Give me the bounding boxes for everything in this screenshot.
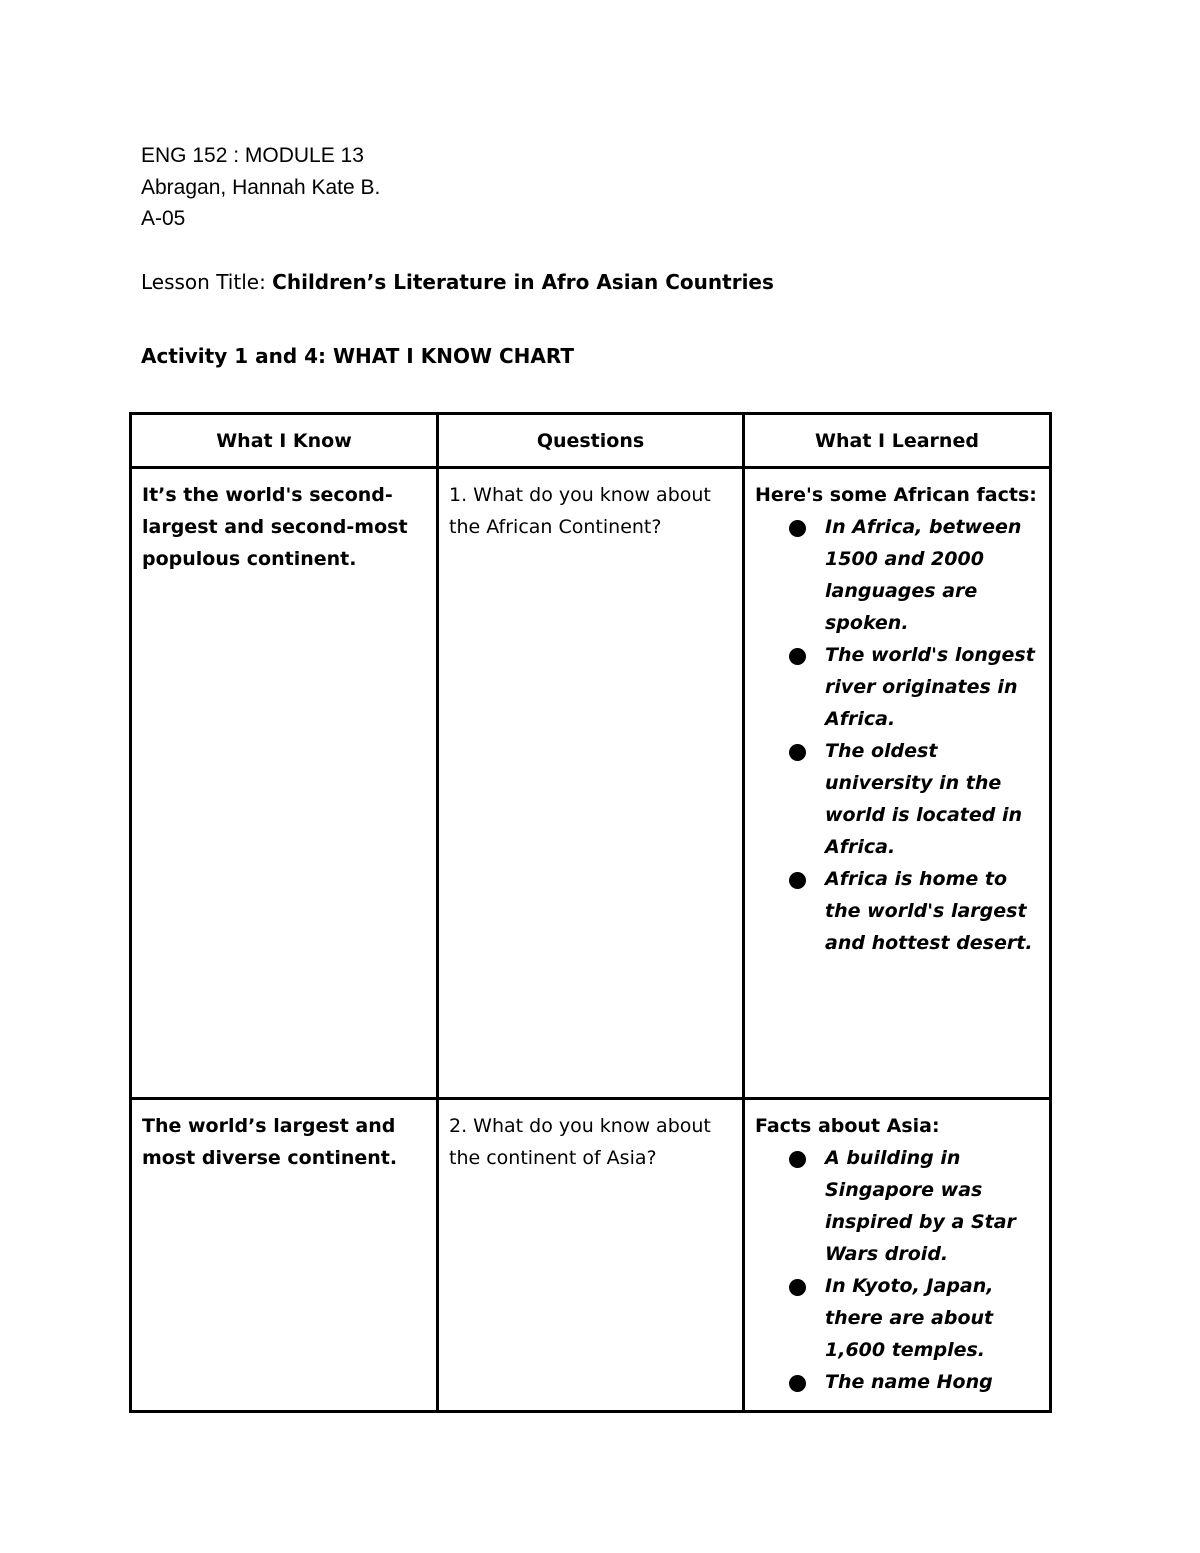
facts-list bbox=[755, 511, 1039, 959]
bullet-icon bbox=[789, 648, 806, 665]
fact-text: Africa is home to the world's largest and hottest desert. bbox=[825, 868, 1033, 954]
what-i-know-chart bbox=[129, 412, 1052, 1413]
bullet-icon bbox=[789, 744, 806, 761]
know-cell: It’s the world's second-largest and second-most populous continent. bbox=[131, 468, 438, 1099]
section-code: A-05 bbox=[141, 207, 186, 230]
header-what-i-know: What I Know bbox=[131, 414, 438, 468]
activity-title: Activity 1 and 4: WHAT I KNOW CHART bbox=[141, 344, 575, 368]
learned-title: Facts about Asia: bbox=[755, 1115, 940, 1137]
bullet-icon bbox=[789, 1375, 806, 1392]
list-item bbox=[789, 735, 1039, 863]
list-item bbox=[789, 1142, 1039, 1270]
table-header-row bbox=[131, 414, 1051, 468]
question-cell: 2. What do you know about the continent of Asia? bbox=[438, 1099, 744, 1412]
list-item bbox=[789, 639, 1039, 735]
bullet-icon bbox=[789, 872, 806, 889]
learned-title: Here's some African facts: bbox=[755, 484, 1037, 506]
fact-text: The oldest university in the world is located in Africa. bbox=[825, 740, 1023, 858]
question-cell: 1. What do you know about the African Continent? bbox=[438, 468, 744, 1099]
list-item bbox=[789, 511, 1039, 639]
course-code: ENG 152 : MODULE 13 bbox=[141, 144, 364, 167]
facts-list bbox=[755, 1142, 1039, 1398]
lesson-label: Lesson Title: bbox=[141, 270, 266, 294]
fact-text: The name Hong bbox=[825, 1371, 993, 1393]
document-header bbox=[141, 140, 380, 235]
fact-text: In Kyoto, Japan, there are about 1,600 temples. bbox=[825, 1275, 994, 1361]
bullet-icon bbox=[789, 1151, 806, 1168]
bullet-icon bbox=[789, 1279, 806, 1296]
fact-text: In Africa, between 1500 and 2000 languages are spoken. bbox=[825, 516, 1022, 634]
fact-text: A building in Singapore was inspired by a Star Wars droid. bbox=[825, 1147, 1016, 1265]
list-item bbox=[789, 1366, 1039, 1398]
fact-text: The world's longest river originates in Africa. bbox=[825, 644, 1035, 730]
list-item bbox=[789, 863, 1039, 959]
student-name: Abragan, Hannah Kate B. bbox=[141, 175, 381, 199]
list-item bbox=[789, 1270, 1039, 1366]
table-row bbox=[131, 1099, 1051, 1412]
know-cell: The world’s largest and most diverse continent. bbox=[131, 1099, 438, 1412]
header-what-i-learned: What I Learned bbox=[744, 414, 1051, 468]
lesson-title: Children’s Literature in Afro Asian Countries bbox=[272, 270, 774, 294]
bullet-icon bbox=[789, 520, 806, 537]
header-questions: Questions bbox=[438, 414, 744, 468]
lesson-line bbox=[141, 266, 774, 298]
learned-cell bbox=[744, 1099, 1051, 1412]
table-row bbox=[131, 468, 1051, 1099]
learned-cell bbox=[744, 468, 1051, 1099]
